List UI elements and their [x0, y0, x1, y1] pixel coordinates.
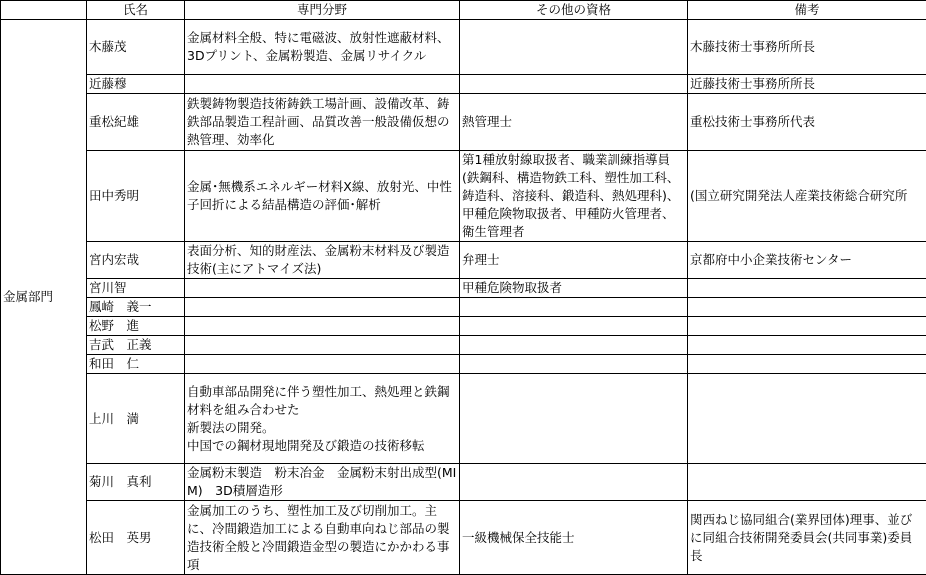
name-cell[interactable]: 田中秀明: [87, 151, 185, 242]
qualification-cell[interactable]: [460, 355, 688, 374]
qualification-cell[interactable]: 弁理士: [460, 242, 688, 279]
field-cell[interactable]: [185, 355, 460, 374]
table-row: [1, 355, 926, 374]
table-row: [1, 336, 926, 355]
header-row: [1, 1, 926, 20]
name-cell[interactable]: 近藤穆: [87, 75, 185, 94]
header-field[interactable]: 専門分野: [185, 1, 460, 20]
field-cell[interactable]: 自動車部品開発に伴う塑性加工、熱処理と鉄鋼材料を組み合わせた 新製法の開発。 中国での鋼材現地開発及び鍛造の技術移転: [185, 374, 460, 464]
department-cell[interactable]: 金属部門: [1, 20, 87, 575]
field-cell[interactable]: [185, 279, 460, 298]
note-cell[interactable]: [688, 298, 926, 317]
field-cell[interactable]: 鉄製鋳物製造技術鋳鉄工場計画、設備改革、鋳鉄部品製造工程計画、品質改善一般設備仮想の熱管理、効率化: [185, 94, 460, 151]
name-cell[interactable]: 宮川智: [87, 279, 185, 298]
name-cell[interactable]: 重松紀雄: [87, 94, 185, 151]
field-cell[interactable]: [185, 336, 460, 355]
table-row: [1, 317, 926, 336]
name-cell[interactable]: 鳳崎 義一: [87, 298, 185, 317]
note-cell[interactable]: 近藤技術士事務所所長: [688, 75, 926, 94]
qualification-cell[interactable]: [460, 336, 688, 355]
qualification-cell[interactable]: 熱管理士: [460, 94, 688, 151]
qualification-cell[interactable]: [460, 374, 688, 464]
table-row: [1, 242, 926, 279]
table-row: [1, 20, 926, 75]
qualification-cell[interactable]: 第1種放射線取扱者、職業訓練指導員(鉄鋼科、構造物鉄工科、塑性加工科、鋳造科、溶接科、鍛造科、熱処理科)、甲種危険物取扱者、甲種防火管理者、衛生管理者: [460, 151, 688, 242]
table-row: [1, 501, 926, 575]
note-cell[interactable]: [688, 374, 926, 464]
table-row: [1, 75, 926, 94]
table-row: [1, 94, 926, 151]
qualification-cell[interactable]: 一級機械保全技能士: [460, 501, 688, 575]
note-cell[interactable]: 重松技術士事務所代表: [688, 94, 926, 151]
qualification-cell[interactable]: [460, 20, 688, 75]
field-cell[interactable]: [185, 317, 460, 336]
field-cell[interactable]: 金属加工のうち、塑性加工及び切削加工。主に、冷間鍛造加工による自動車向ねじ部品の製造技術全般と冷間鍛造金型の製造にかかわる事項: [185, 501, 460, 575]
name-cell[interactable]: 菊川 真利: [87, 464, 185, 501]
note-cell[interactable]: 京都府中小企業技術センター: [688, 242, 926, 279]
name-cell[interactable]: 和田 仁: [87, 355, 185, 374]
header-qualifications[interactable]: その他の資格: [460, 1, 688, 20]
header-name[interactable]: 氏名: [87, 1, 185, 20]
table-row: [1, 374, 926, 464]
note-cell[interactable]: [688, 336, 926, 355]
qualification-cell[interactable]: [460, 317, 688, 336]
qualification-cell[interactable]: [460, 298, 688, 317]
table-row: [1, 298, 926, 317]
corner-cell[interactable]: [1, 1, 87, 20]
qualification-cell[interactable]: 甲種危険物取扱者: [460, 279, 688, 298]
note-cell[interactable]: 木藤技術士事務所所長: [688, 20, 926, 75]
table-row: [1, 151, 926, 242]
name-cell[interactable]: 松田 英男: [87, 501, 185, 575]
field-cell[interactable]: 金属粉末製造 粉末冶金 金属粉末射出成型(MIM) 3D積層造形: [185, 464, 460, 501]
field-cell[interactable]: 表面分析、知的財産法、金属粉末材料及び製造技術(主にアトマイズ法): [185, 242, 460, 279]
name-cell[interactable]: 吉武 正義: [87, 336, 185, 355]
field-cell[interactable]: [185, 75, 460, 94]
name-cell[interactable]: 上川 満: [87, 374, 185, 464]
note-cell[interactable]: 関西ねじ協同組合(業界団体)理事、並びに同組合技術開発委員会(共同事業)委員長: [688, 501, 926, 575]
qualification-cell[interactable]: [460, 464, 688, 501]
field-cell[interactable]: [185, 298, 460, 317]
field-cell[interactable]: 金属･無機系エネルギー材料X線、放射光、中性子回折による結晶構造の評価･解析: [185, 151, 460, 242]
note-cell[interactable]: [688, 279, 926, 298]
note-cell[interactable]: (国立研究開発法人産業技術総合研究所: [688, 151, 926, 242]
table-row: [1, 279, 926, 298]
qualification-cell[interactable]: [460, 75, 688, 94]
table-row: [1, 464, 926, 501]
note-cell[interactable]: [688, 355, 926, 374]
note-cell[interactable]: [688, 317, 926, 336]
name-cell[interactable]: 木藤茂: [87, 20, 185, 75]
name-cell[interactable]: 宮内宏哉: [87, 242, 185, 279]
header-notes[interactable]: 備考: [688, 1, 926, 20]
field-cell[interactable]: 金属材料全般、特に電磁波、放射性遮蔽材料、3Dプリント、金属粉製造、金属リサイクル: [185, 20, 460, 75]
note-cell[interactable]: [688, 464, 926, 501]
name-cell[interactable]: 松野 進: [87, 317, 185, 336]
